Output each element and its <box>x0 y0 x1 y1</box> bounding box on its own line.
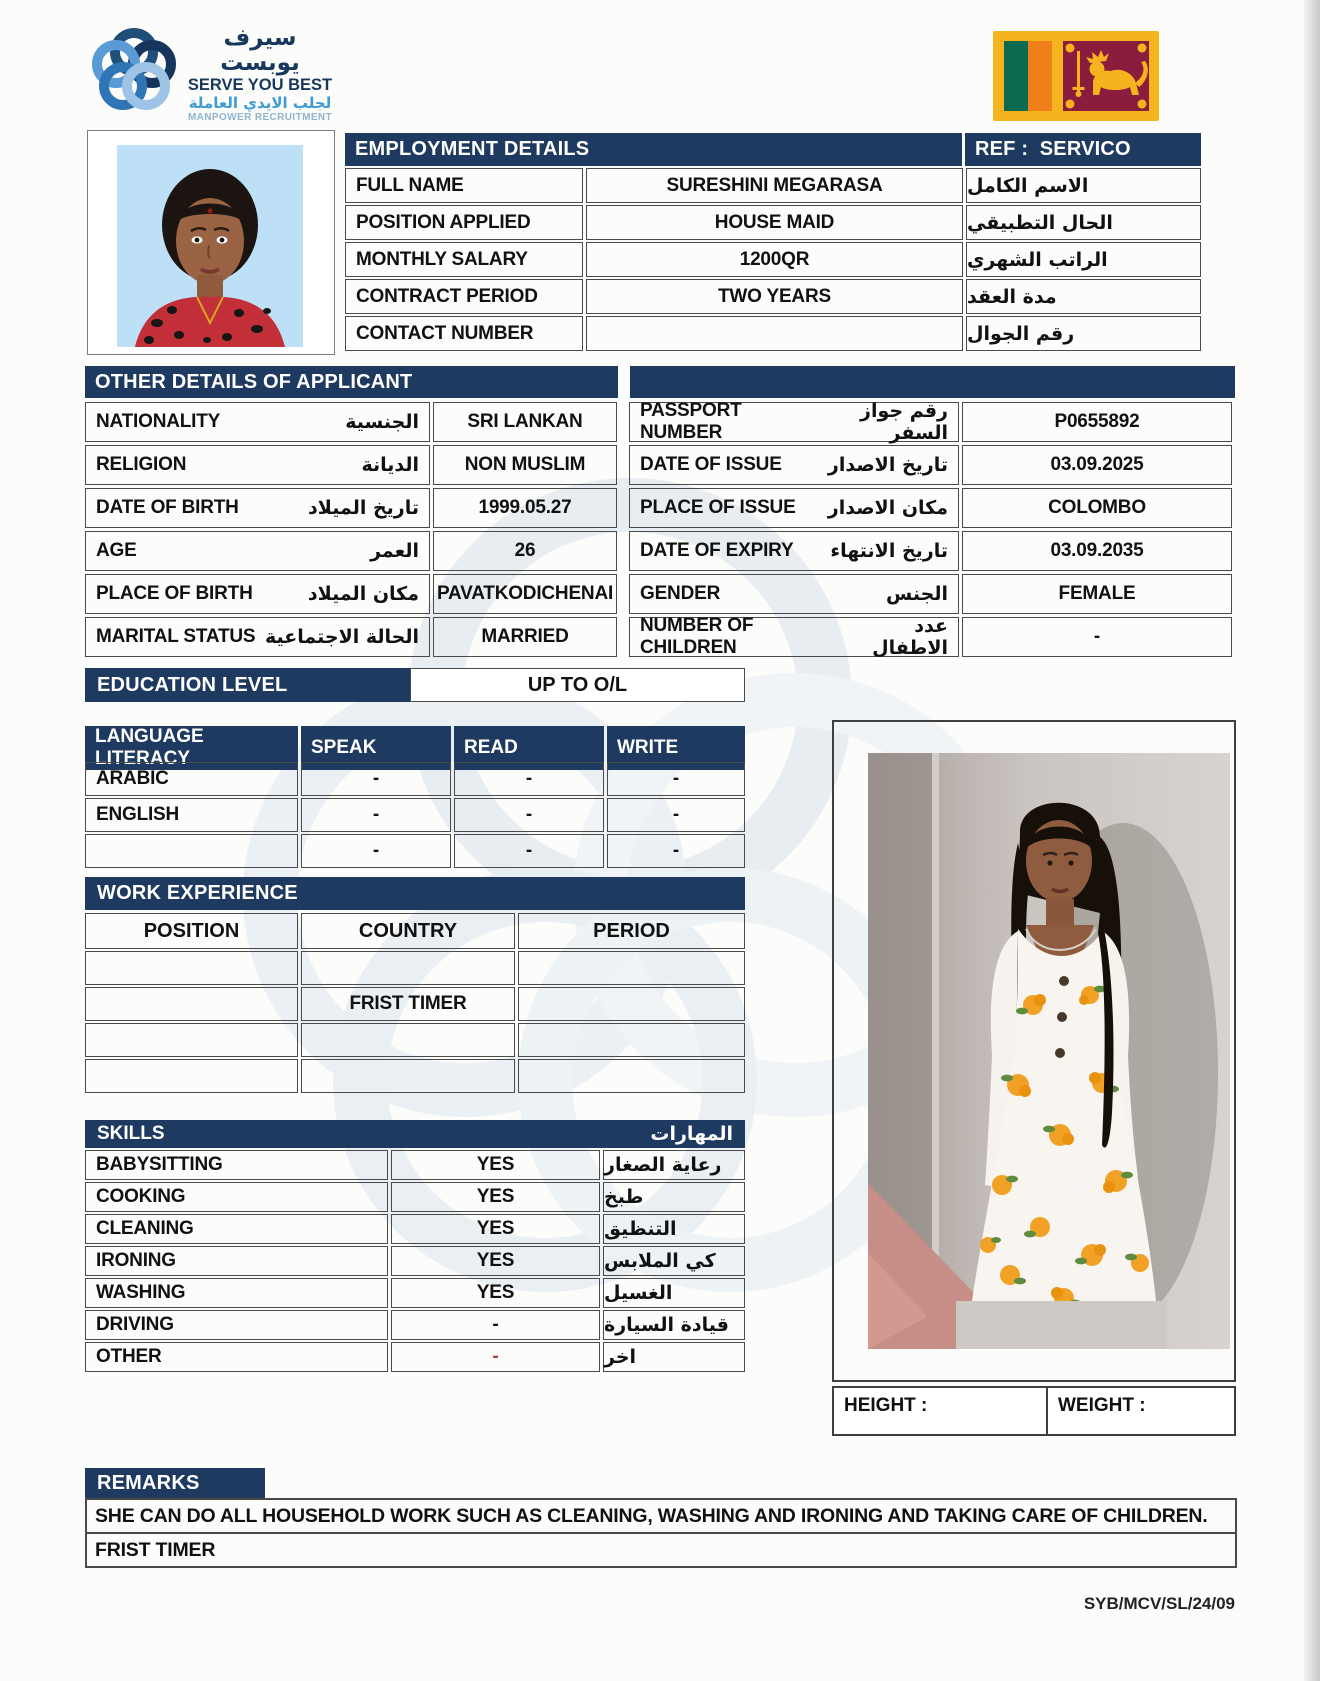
skill-name: BABYSITTING <box>85 1150 388 1180</box>
skill-name: COOKING <box>85 1182 388 1212</box>
period-cell <box>518 987 745 1021</box>
write-value: - <box>607 762 745 796</box>
speak-value: - <box>301 798 451 832</box>
field-arabic-label: الحال التطبيقي <box>966 205 1201 240</box>
field-label: CONTRACT PERIOD <box>345 279 583 314</box>
education-level-title: EDUCATION LEVEL <box>85 668 410 702</box>
period-cell <box>518 951 745 985</box>
remarks-box <box>85 1498 1237 1568</box>
column-header: PERIOD <box>518 913 745 949</box>
field-label: DATE OF EXPIRY تاريخ الانتهاء <box>629 531 959 571</box>
field-arabic-label: مدة العقد <box>966 279 1201 314</box>
field-label: PLACE OF ISSUE مكان الاصدار <box>629 488 959 528</box>
field-label: PASSPORT NUMBER رقم جواز السفر <box>629 402 959 442</box>
skill-arabic: قيادة السيارة <box>603 1310 745 1340</box>
height-label: HEIGHT : <box>844 1395 928 1416</box>
remarks-line: FRIST TIMER <box>87 1532 1235 1566</box>
field-value: COLOMBO <box>962 488 1232 528</box>
table-row <box>345 242 1201 277</box>
skills-table <box>85 1150 745 1372</box>
other-details-title: OTHER DETAILS OF APPLICANT <box>85 366 618 398</box>
other-details-header <box>85 366 1235 398</box>
ref-label: REF : <box>975 138 1029 160</box>
passport-photo <box>87 130 335 355</box>
remarks-title: REMARKS <box>85 1468 265 1498</box>
field-label: NATIONALITY الجنسية <box>85 402 430 442</box>
logo-knot-icon <box>90 26 178 123</box>
column-gap <box>620 574 626 614</box>
field-label: MARITAL STATUS الحالة الاجتماعية <box>85 617 430 657</box>
column-header: POSITION <box>85 913 298 949</box>
weight-label: WEIGHT : <box>1046 1388 1238 1434</box>
skill-name: OTHER <box>85 1342 388 1372</box>
field-value: 03.09.2025 <box>962 445 1232 485</box>
field-label: POSITION APPLIED <box>345 205 583 240</box>
field-label: AGE العمر <box>85 531 430 571</box>
employment-details-table <box>345 133 1201 351</box>
employment-ref <box>965 133 1201 166</box>
scan-edge-shadow <box>1304 0 1320 1681</box>
table-row <box>345 279 1201 314</box>
agency-name-block <box>186 26 334 123</box>
agency-english-name: SERVE YOU BEST <box>187 75 333 94</box>
column-gap <box>620 402 626 442</box>
field-label: RELIGION الديانة <box>85 445 430 485</box>
column-header: LANGUAGE LITERACY <box>85 726 298 770</box>
field-arabic-label: رقم الجوال <box>966 316 1201 351</box>
field-value: PAVATKODICHENAI <box>433 574 617 614</box>
field-value <box>586 316 963 351</box>
skills-header <box>85 1120 745 1148</box>
field-value: 1999.05.27 <box>433 488 617 528</box>
skill-arabic: رعاية الصغار <box>603 1150 745 1180</box>
period-cell <box>518 1059 745 1093</box>
agency-logo <box>90 26 334 123</box>
table-row <box>345 316 1201 351</box>
column-gap <box>620 445 626 485</box>
country-cell <box>301 1023 515 1057</box>
skill-value: YES <box>391 1150 600 1180</box>
work-experience-table <box>85 951 745 1093</box>
agency-arabic-name: سيرف يوبست <box>220 25 300 76</box>
field-value: - <box>962 617 1232 657</box>
skill-arabic: كي الملابس <box>603 1246 745 1276</box>
field-label: DATE OF ISSUE تاريخ الاصدار <box>629 445 959 485</box>
field-value: 1200QR <box>586 242 963 277</box>
field-value: SURESHINI MEGARASA <box>586 168 963 203</box>
employment-details-title: EMPLOYMENT DETAILS <box>345 133 962 166</box>
agency-arabic-tagline: لجلب الايدي العاملة <box>188 94 332 113</box>
other-details-header-right <box>630 366 1235 398</box>
write-value: - <box>607 798 745 832</box>
position-cell <box>85 951 298 985</box>
full-body-photo <box>832 720 1236 1382</box>
measurements-row <box>832 1386 1236 1436</box>
work-experience-title: WORK EXPERIENCE <box>85 877 745 910</box>
read-value: - <box>454 834 604 868</box>
field-value: NON MUSLIM <box>433 445 617 485</box>
ref-value: SERVICO <box>1039 138 1131 160</box>
skill-arabic: طبخ <box>603 1182 745 1212</box>
field-label: PLACE OF BIRTH مكان الميلاد <box>85 574 430 614</box>
field-arabic-label: الراتب الشهري <box>966 242 1201 277</box>
field-value: 26 <box>433 531 617 571</box>
sri-lanka-flag-icon <box>993 31 1159 126</box>
position-cell <box>85 1023 298 1057</box>
field-value: FEMALE <box>962 574 1232 614</box>
skill-name: IRONING <box>85 1246 388 1276</box>
position-cell <box>85 987 298 1021</box>
period-cell <box>518 1023 745 1057</box>
skills-title-arabic: المهارات <box>650 1123 733 1145</box>
skill-value: - <box>391 1310 600 1340</box>
field-arabic-label: الاسم الكامل <box>966 168 1201 203</box>
language-literacy-header <box>85 726 745 769</box>
work-experience-header <box>85 913 745 949</box>
agency-english-tagline: MANPOWER RECRUITMENT <box>187 111 333 123</box>
column-gap <box>620 531 626 571</box>
skill-name: CLEANING <box>85 1214 388 1244</box>
language-name: ENGLISH <box>85 798 298 832</box>
education-level-value: UP TO O/L <box>410 668 745 702</box>
field-label: FULL NAME <box>345 168 583 203</box>
field-value: MARRIED <box>433 617 617 657</box>
table-row <box>345 168 1201 203</box>
write-value: - <box>607 834 745 868</box>
column-header: WRITE <box>607 726 745 770</box>
speak-value: - <box>301 762 451 796</box>
country-cell <box>301 1059 515 1093</box>
skill-name: WASHING <box>85 1278 388 1308</box>
skill-arabic: اخر <box>603 1342 745 1372</box>
field-value: P0655892 <box>962 402 1232 442</box>
country-cell: FRIST TIMER <box>301 987 515 1021</box>
field-label: CONTACT NUMBER <box>345 316 583 351</box>
country-cell <box>301 951 515 985</box>
field-value: TWO YEARS <box>586 279 963 314</box>
skill-value: - <box>391 1342 600 1372</box>
remarks-line: SHE CAN DO ALL HOUSEHOLD WORK SUCH AS CLEANING, WASHING AND IRONING AND TAKING CARE OF CHILDREN. <box>95 1504 1208 1527</box>
read-value: - <box>454 798 604 832</box>
skill-arabic: الغسيل <box>603 1278 745 1308</box>
skill-value: YES <box>391 1182 600 1212</box>
skill-value: YES <box>391 1214 600 1244</box>
document-reference-code: SYB/MCV/SL/24/09 <box>1083 1594 1235 1613</box>
field-label: MONTHLY SALARY <box>345 242 583 277</box>
table-row <box>345 205 1201 240</box>
column-header: READ <box>454 726 604 770</box>
field-label: GENDER الجنس <box>629 574 959 614</box>
position-cell <box>85 1059 298 1093</box>
column-header: COUNTRY <box>301 913 515 949</box>
speak-value: - <box>301 834 451 868</box>
other-details-table <box>85 402 1235 657</box>
language-name <box>85 834 298 868</box>
field-value: HOUSE MAID <box>586 205 963 240</box>
language-literacy-table <box>85 762 745 868</box>
skills-title: SKILLS <box>97 1123 165 1144</box>
skill-value: YES <box>391 1246 600 1276</box>
skill-arabic: التنظيق <box>603 1214 745 1244</box>
field-label: NUMBER OF CHILDREN عدد الاطفال <box>629 617 959 657</box>
column-gap <box>620 617 626 657</box>
field-value: 03.09.2035 <box>962 531 1232 571</box>
language-name: ARABIC <box>85 762 298 796</box>
skill-name: DRIVING <box>85 1310 388 1340</box>
column-gap <box>620 488 626 528</box>
read-value: - <box>454 762 604 796</box>
skill-value: YES <box>391 1278 600 1308</box>
field-value: SRI LANKAN <box>433 402 617 442</box>
field-label: DATE OF BIRTH تاريخ الميلاد <box>85 488 430 528</box>
column-header: SPEAK <box>301 726 451 770</box>
